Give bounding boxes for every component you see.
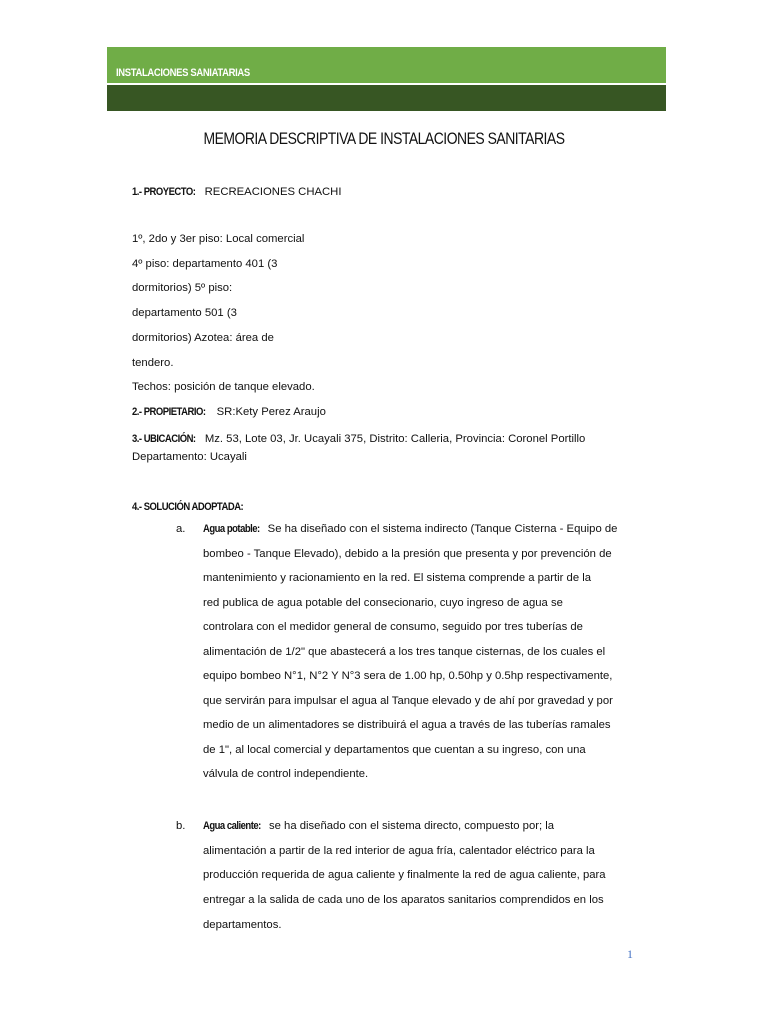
item-text: Se ha diseñado con el sistema indirecto (Tanque Cisterna - Equipo de xyxy=(267,523,618,535)
list-marker: b. xyxy=(176,820,186,832)
header-dark-band xyxy=(107,85,666,111)
paragraph-line: departamentos. xyxy=(203,919,282,931)
paragraph-line xyxy=(203,820,554,832)
paragraph-line: mantenimiento y racionamiento en la red. El sistema comprende a partir de la xyxy=(203,572,592,584)
paragraph-line: válvula de control independiente. xyxy=(203,768,369,780)
item-text: se ha diseñado con el sistema directo, compuesto por; la xyxy=(268,820,555,832)
section-value-cont: Departamento: Ucayali xyxy=(132,451,247,463)
section-label: 2.- PROPIETARIO: xyxy=(132,406,206,418)
section-solucion xyxy=(132,501,258,513)
project-line: 1º, 2do y 3er piso: Local comercial xyxy=(132,233,305,245)
project-line: 4º piso: departamento 401 (3 xyxy=(132,258,278,270)
section-value: SR:Kety Perez Araujo xyxy=(216,406,326,418)
paragraph-line: de 1", al local comercial y departamentos que cuentan a su ingreso, con una xyxy=(203,744,586,756)
section-propietario xyxy=(132,406,326,418)
paragraph-line: que servirán para impulsar el agua al Tanque elevado y de ahí por gravedad y por xyxy=(203,695,613,707)
paragraph-line: equipo bombeo N°1, N°2 Y N°3 sera de 1.00 hp, 0.50hp y 0.5hp respectivamente, xyxy=(203,670,613,682)
item-label: Agua potable: xyxy=(203,523,260,535)
paragraph-line: red publica de agua potable del consecionario, cuyo ingreso de agua se xyxy=(203,597,563,609)
paragraph-line: entregar a la salida de cada uno de los aparatos sanitarios comprendidos en los xyxy=(203,894,604,906)
item-label: Agua caliente: xyxy=(203,820,261,832)
running-header-bar xyxy=(107,47,666,83)
page-number: 1 xyxy=(627,947,633,961)
section-value: RECREACIONES CHACHI xyxy=(204,186,342,198)
document-title: MEMORIA DESCRIPTIVA DE INSTALACIONES SANITARIAS xyxy=(203,129,565,148)
section-label: 3.- UBICACIÓN: xyxy=(132,433,196,445)
section-ubicacion xyxy=(132,433,585,445)
paragraph-line: producción requerida de agua caliente y finalmente la red de agua caliente, para xyxy=(203,869,606,881)
paragraph-line: controlara con el medidor general de consumo, seguido por tres tuberías de xyxy=(203,621,583,633)
running-header-title: INSTALACIONES SANIATARIAS xyxy=(116,67,250,79)
section-proyecto xyxy=(132,186,341,198)
paragraph-line xyxy=(203,523,617,535)
section-label: 4.- SOLUCIÓN ADOPTADA: xyxy=(132,501,244,513)
paragraph-line: alimentación de 1/2" que abastecerá a los tres tanque cisternas, de los cuales el xyxy=(203,646,606,658)
paragraph-line: bombeo - Tanque Elevado), debido a la presión que presenta y por prevención de xyxy=(203,548,612,560)
paragraph-line: alimentación a partir de la red interior de agua fría, calentador eléctrico para la xyxy=(203,845,595,857)
project-line: Techos: posición de tanque elevado. xyxy=(132,381,315,393)
section-label: 1.- PROYECTO: xyxy=(132,186,196,198)
section-value: Mz. 53, Lote 03, Jr. Ucayali 375, Distrito: Calleria, Provincia: Coronel Portillo xyxy=(204,433,586,445)
project-line: tendero. xyxy=(132,357,174,369)
project-line: dormitorios) 5º piso: xyxy=(132,282,233,294)
paragraph-line: medio de un alimentadores se distribuirá el agua a través de las tuberías ramales xyxy=(203,719,611,731)
project-line: dormitorios) Azotea: área de xyxy=(132,332,274,344)
project-line: departamento 501 (3 xyxy=(132,307,237,319)
list-marker: a. xyxy=(176,523,186,535)
